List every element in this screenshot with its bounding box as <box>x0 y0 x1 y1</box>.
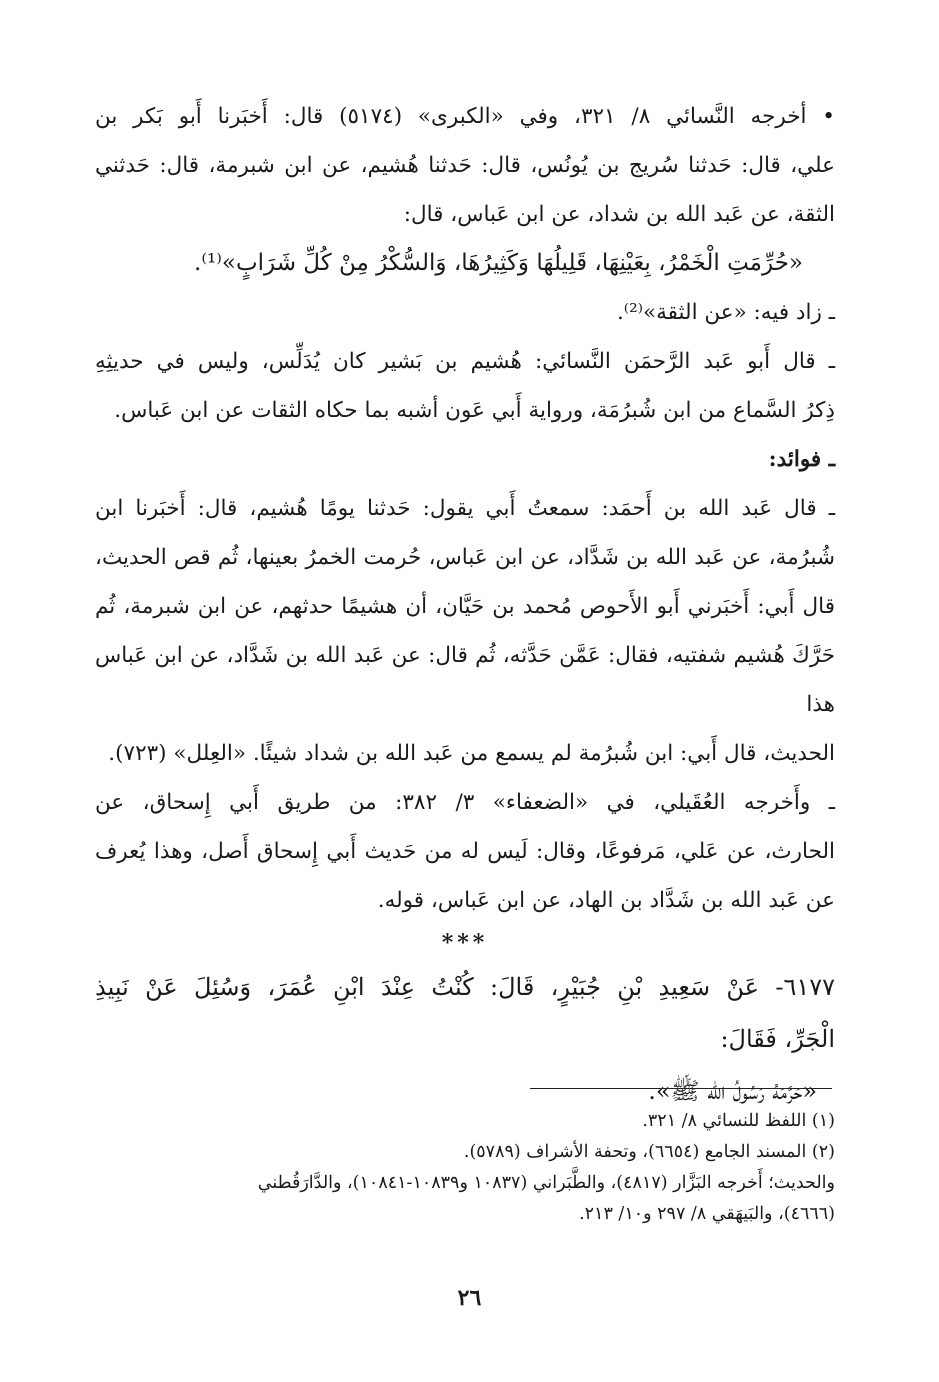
text-line: ـ قال أَبو عَبد الرَّحمَن النَّسائي: هُشيم بن بَشير كان يُدَلِّس، وليس في حديثِهِ <box>95 349 835 374</box>
text-line: ـ زاد فيه: «عن الثقة»⁽²⁾. <box>616 300 835 325</box>
section-heading: ـ فوائد: <box>768 447 835 472</box>
text-line: • أخرجه النَّسائي ٨/ ٣٢١، وفي «الكبرى» (٥١٧٤) قال: أَخبَرنا أَبو بَكر بن <box>95 104 835 129</box>
text-line: عن عَبد الله بن شَدَّاد بن الهاد، عن ابن عَباس، قوله. <box>377 888 835 913</box>
hadith-line: الْجَرِّ، فَقَالَ: <box>720 1025 835 1053</box>
text-line: علي، قال: حَدثنا سُريج بن يُونُس، قال: حَدثنا هُشيم، عن ابن شبرمة، قال: حَدثني <box>95 153 835 178</box>
section-separator: *** <box>441 930 489 956</box>
main-text <box>95 92 835 1117</box>
text-line: الثقة، عن عَبد الله بن شداد، عن ابن عَباس، قال: <box>403 202 835 227</box>
text-line: ـ وأَخرجه العُقَيلي، في «الضعفاء» ٣/ ٣٨٢: من طريق أَبي إِسحاق، عن <box>95 790 835 815</box>
hadith-line: ٦١٧٧- عَنْ سَعِيدِ بْنِ جُبَيْرٍ، قَالَ: كُنْتُ عِنْدَ ابْنِ عُمَرَ، وَسُئِلَ عَنْ نَبِيذِ <box>95 973 835 1001</box>
text-line: شُبرُمة، عن عَبد الله بن شَدَّاد، عن ابن عَباس، حُرمت الخمرُ بعينها، ثُم قص الحديث، <box>95 545 835 570</box>
hadith-quote: «حُرِّمَتِ الْخَمْرُ، بِعَيْنِهَا، قَلِيلُهَا وَكَثِيرُهَا، وَالسُّكْرُ مِنْ كُلِّ شَرَابٍ»⁽¹⁾. <box>194 250 803 276</box>
text-line: الحديث، قال أَبي: ابن شُبرُمة لم يسمع من عَبد الله بن شداد شيئًا. «العِلل» (٧٢٣). <box>108 741 835 766</box>
text-line: قال أَبي: أَخبَرني أَبو الأَحوص مُحمد بن حَيَّان، أن هشيمًا حدثهم، عن ابن شبرمة، ثُم <box>95 594 835 619</box>
text-line: حَرَّكَ هُشيم شفتيه، فقال: عَمَّن حَدَّثه، ثُم قال: عن عَبد الله بن شَدَّاد، عن ابن عَباس هذا <box>95 643 835 717</box>
text-line: الحارث، عن عَلي، مَرفوعًا، وقال: لَيس له من حَديث أَبي إِسحاق أَصل، وهذا يُعرف <box>95 839 835 864</box>
footnote: (٢) المسند الجامع (٦٦٥٤)، وتحفة الأشراف (٥٧٨٩). <box>463 1142 835 1162</box>
footnote-divider <box>530 1088 832 1089</box>
footnote: (١) اللفظ للنسائي ٨/ ٣٢١. <box>642 1111 835 1131</box>
text-line: ذِكرُ السَّماع من ابن شُبرُمَة، ورواية أَبي عَون أشبه بما حكاه الثقات عن ابن عَباس. <box>114 398 835 423</box>
footnote: والحديث؛ أَخرجه البَزَّار (٤٨١٧)، والطَّبَراني (١٠٨٣٧ و١٠٨٣٩-١٠٨٤١)، والدَّارَقُطني <box>257 1173 835 1193</box>
footnote: (٤٦٦٦)، والبَيهَقي ٨/ ٢٩٧ و١٠/ ٢١٣. <box>579 1204 835 1224</box>
footnotes <box>95 1106 835 1230</box>
page-number: ٢٦ <box>457 1285 482 1311</box>
text-line: ـ قال عَبد الله بن أَحمَد: سمعتُ أَبي يقول: حَدثنا يومًا هُشيم، قال: أَخبَرنا ابن <box>95 496 835 521</box>
hadith-quote: «حَرَّمَهُ رَسُولُ الله ﷺ». <box>648 1077 817 1105</box>
